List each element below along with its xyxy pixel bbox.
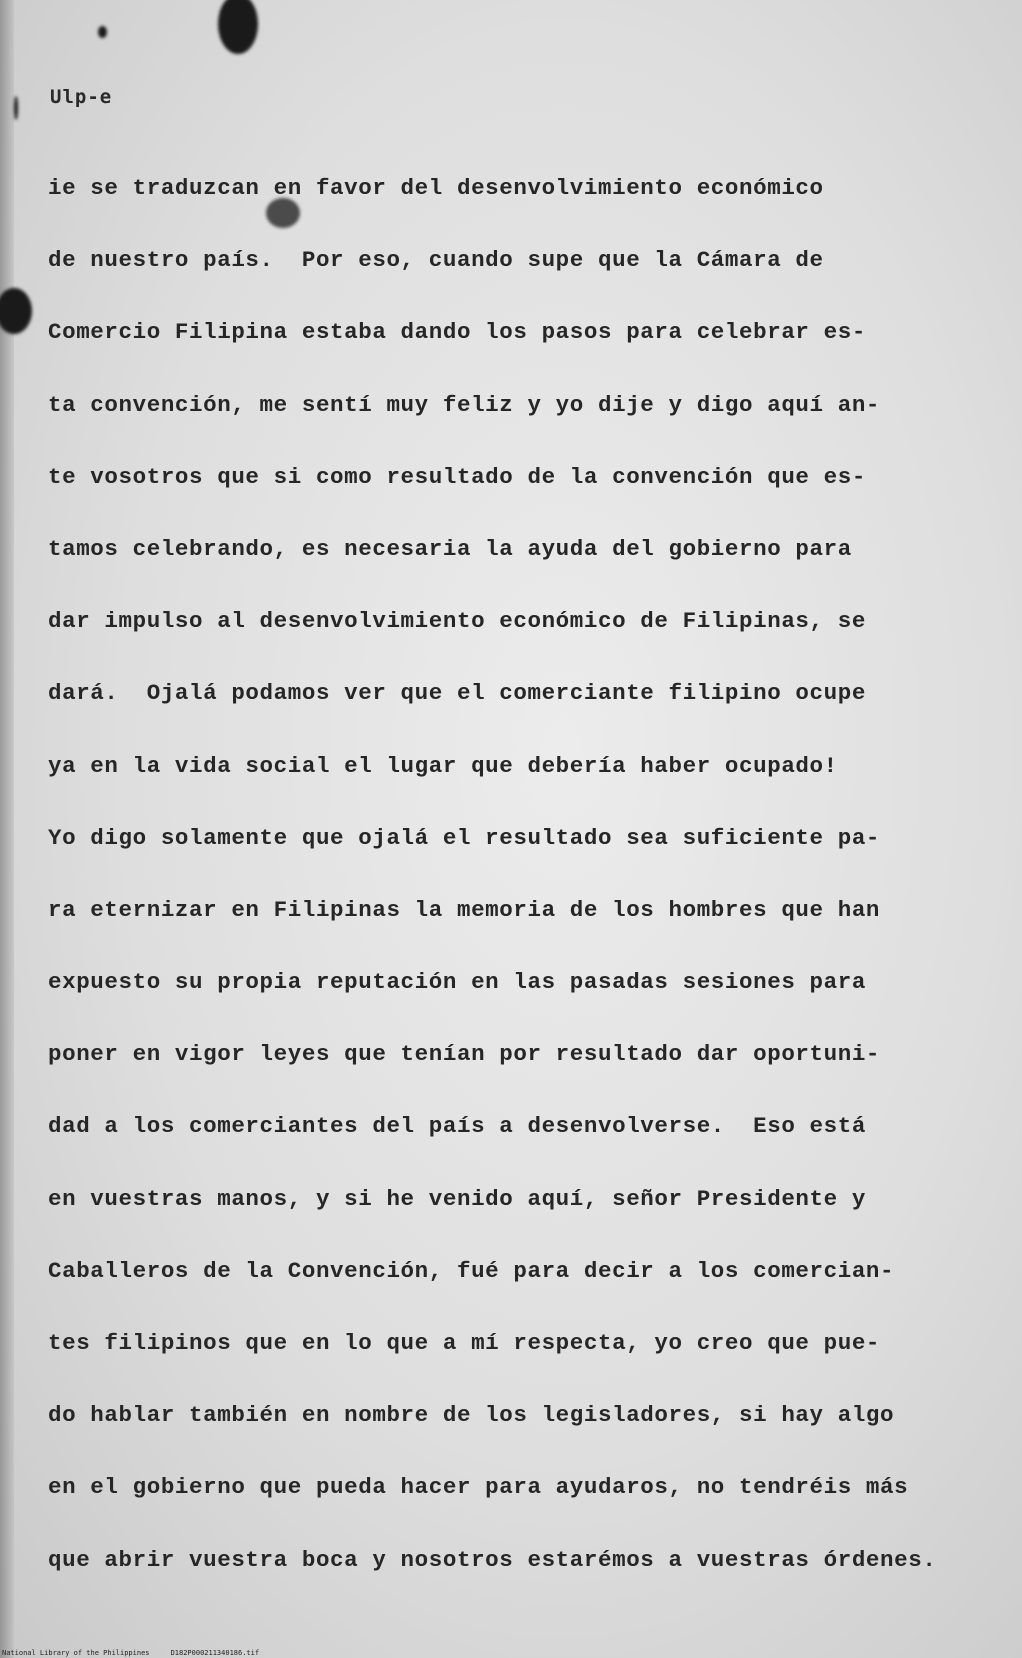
- text-line: dar impulso al desenvolvimiento económico de Filipinas, se: [48, 608, 866, 635]
- text-line: en el gobierno que pueda hacer para ayudaros, no tendréis más: [48, 1474, 909, 1501]
- text-line: do hablar también en nombre de los legisladores, si hay algo: [48, 1402, 895, 1429]
- text-line: tamos celebrando, es necesaria la ayuda del gobierno para: [48, 535, 852, 562]
- text-line: dad a los comerciantes del país a desenvolverse. Eso está: [48, 1113, 866, 1140]
- text-line: Yo digo solamente que ojalá el resultado sea suficiente pa-: [48, 824, 881, 851]
- text-line: Caballeros de la Convención, fué para decir a los comercian-: [48, 1257, 895, 1284]
- document-reference-code: Ulp-e: [50, 86, 113, 108]
- ink-blot: [0, 288, 32, 334]
- text-line: dará. Ojalá podamos ver que el comerciante filipino ocupe: [48, 680, 866, 707]
- text-line: ie se traduzcan en favor del desenvolvimiento económico: [48, 175, 824, 201]
- archive-caption: National Library of the Philippines D182P000211340186.tif: [2, 1649, 260, 1657]
- text-line: ya en la vida social el lugar que debería haber ocupado!: [48, 752, 838, 779]
- text-line: que abrir vuestra boca y nosotros estarémos a vuestras órdenes.: [48, 1546, 937, 1573]
- text-line: en vuestras manos, y si he venido aquí, señor Presidente y: [48, 1185, 866, 1212]
- text-line: expuesto su propia reputación en las pasadas sesiones para: [48, 969, 866, 996]
- text-line: de nuestro país. Por eso, cuando supe que la Cámara de: [48, 247, 824, 274]
- text-line: te vosotros que si como resultado de la convención que es-: [48, 463, 866, 490]
- text-line: poner en vigor leyes que tenían por resultado dar oportuni-: [48, 1041, 881, 1068]
- text-line: ta convención, me sentí muy feliz y yo dije y digo aquí an-: [48, 391, 881, 418]
- ink-blot: [98, 26, 107, 38]
- text-line: tes filipinos que en lo que a mí respecta, yo creo que pue-: [48, 1330, 881, 1356]
- text-line: Comercio Filipina estaba dando los pasos para celebrar es-: [48, 319, 866, 346]
- ink-blot: [14, 96, 18, 120]
- page-edge-shadow: [0, 0, 14, 1658]
- text-line: ra eternizar en Filipinas la memoria de los hombres que han: [48, 896, 881, 923]
- typewritten-body: [48, 168, 998, 1612]
- ink-blot: [218, 0, 258, 54]
